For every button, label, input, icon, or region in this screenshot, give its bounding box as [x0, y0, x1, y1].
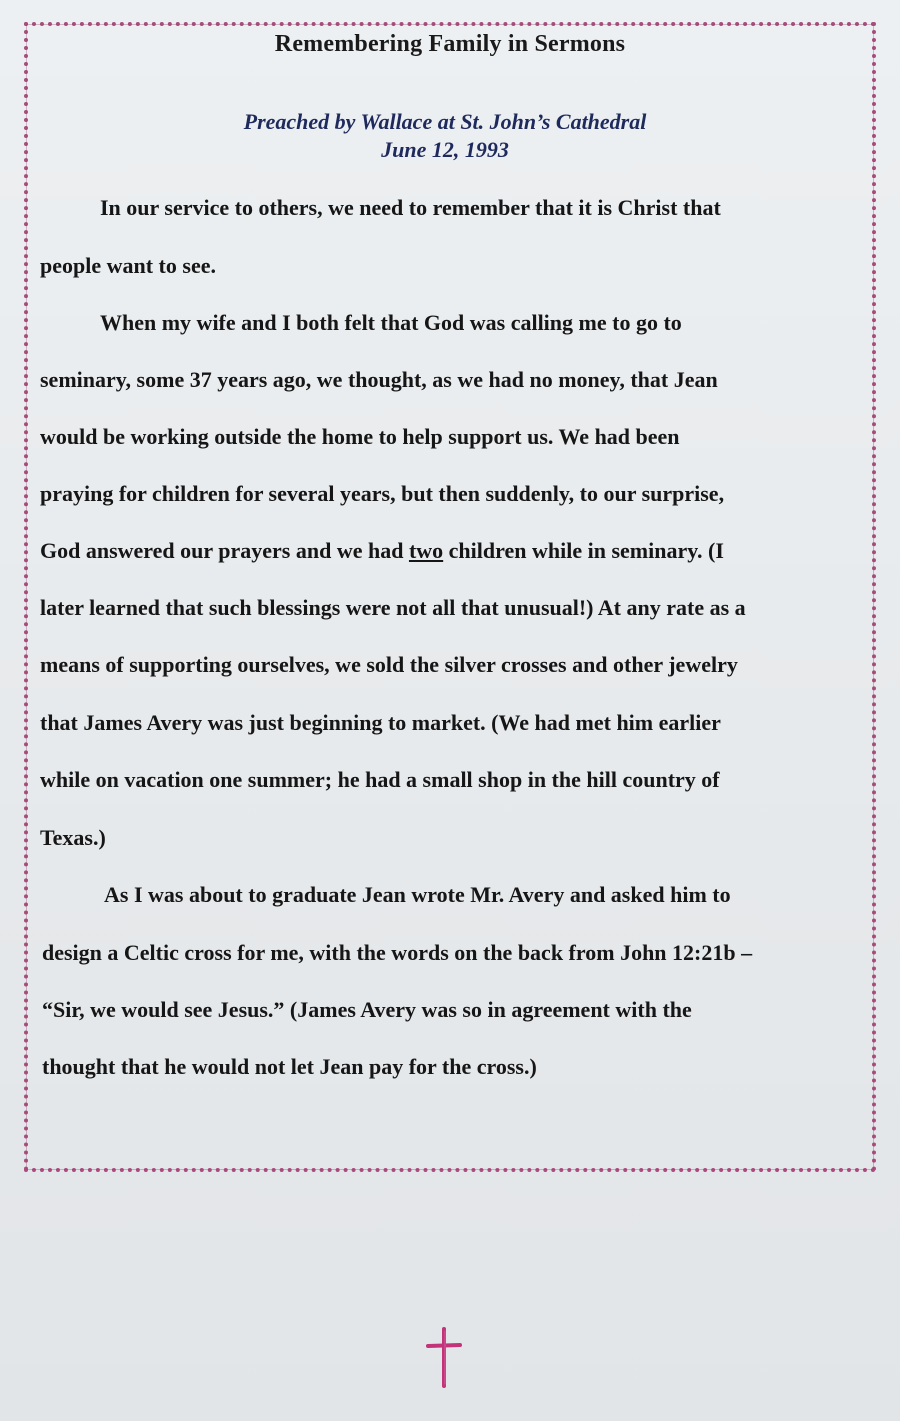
- cross-icon: [424, 1326, 464, 1388]
- body-text: God answered our prayers and we had: [40, 538, 409, 563]
- body-line: that James Avery was just beginning to market. (We had met him earlier: [40, 710, 721, 735]
- sermon-subtitle: Preached by Wallace at St. John’s Cathedral: [243, 109, 647, 134]
- body-line: “Sir, we would see Jesus.” (James Avery was so in agreement with the: [42, 997, 692, 1022]
- body-line: Texas.): [40, 825, 106, 850]
- body-line: As I was about to graduate Jean wrote Mr. Avery and asked him to: [104, 882, 731, 907]
- body-line: later learned that such blessings were not all that unusual!) At any rate as a: [40, 595, 746, 620]
- body-line: while on vacation one summer; he had a small shop in the hill country of: [40, 767, 720, 792]
- body-line: When my wife and I both felt that God was calling me to go to: [100, 310, 682, 335]
- underlined-word: two: [408, 538, 444, 563]
- body-line: design a Celtic cross for me, with the words on the back from John 12:21b –: [42, 940, 753, 965]
- body-line: people want to see.: [40, 253, 216, 278]
- sermon-date: June 12, 1993: [381, 137, 509, 162]
- body-line: would be working outside the home to help support us. We had been: [40, 424, 680, 449]
- body-text: children while in seminary. (I: [443, 538, 724, 563]
- body-line: In our service to others, we need to remember that it is Christ that: [100, 195, 721, 220]
- body-line: means of supporting ourselves, we sold the silver crosses and other jewelry: [40, 652, 738, 677]
- body-line: [40, 538, 724, 564]
- body-line: praying for children for several years, but then suddenly, to our surprise,: [40, 481, 725, 506]
- body-line: thought that he would not let Jean pay for the cross.): [42, 1054, 537, 1079]
- sermon-title: Remembering Family in Sermons: [274, 31, 626, 57]
- body-line: seminary, some 37 years ago, we thought, as we had no money, that Jean: [40, 367, 718, 392]
